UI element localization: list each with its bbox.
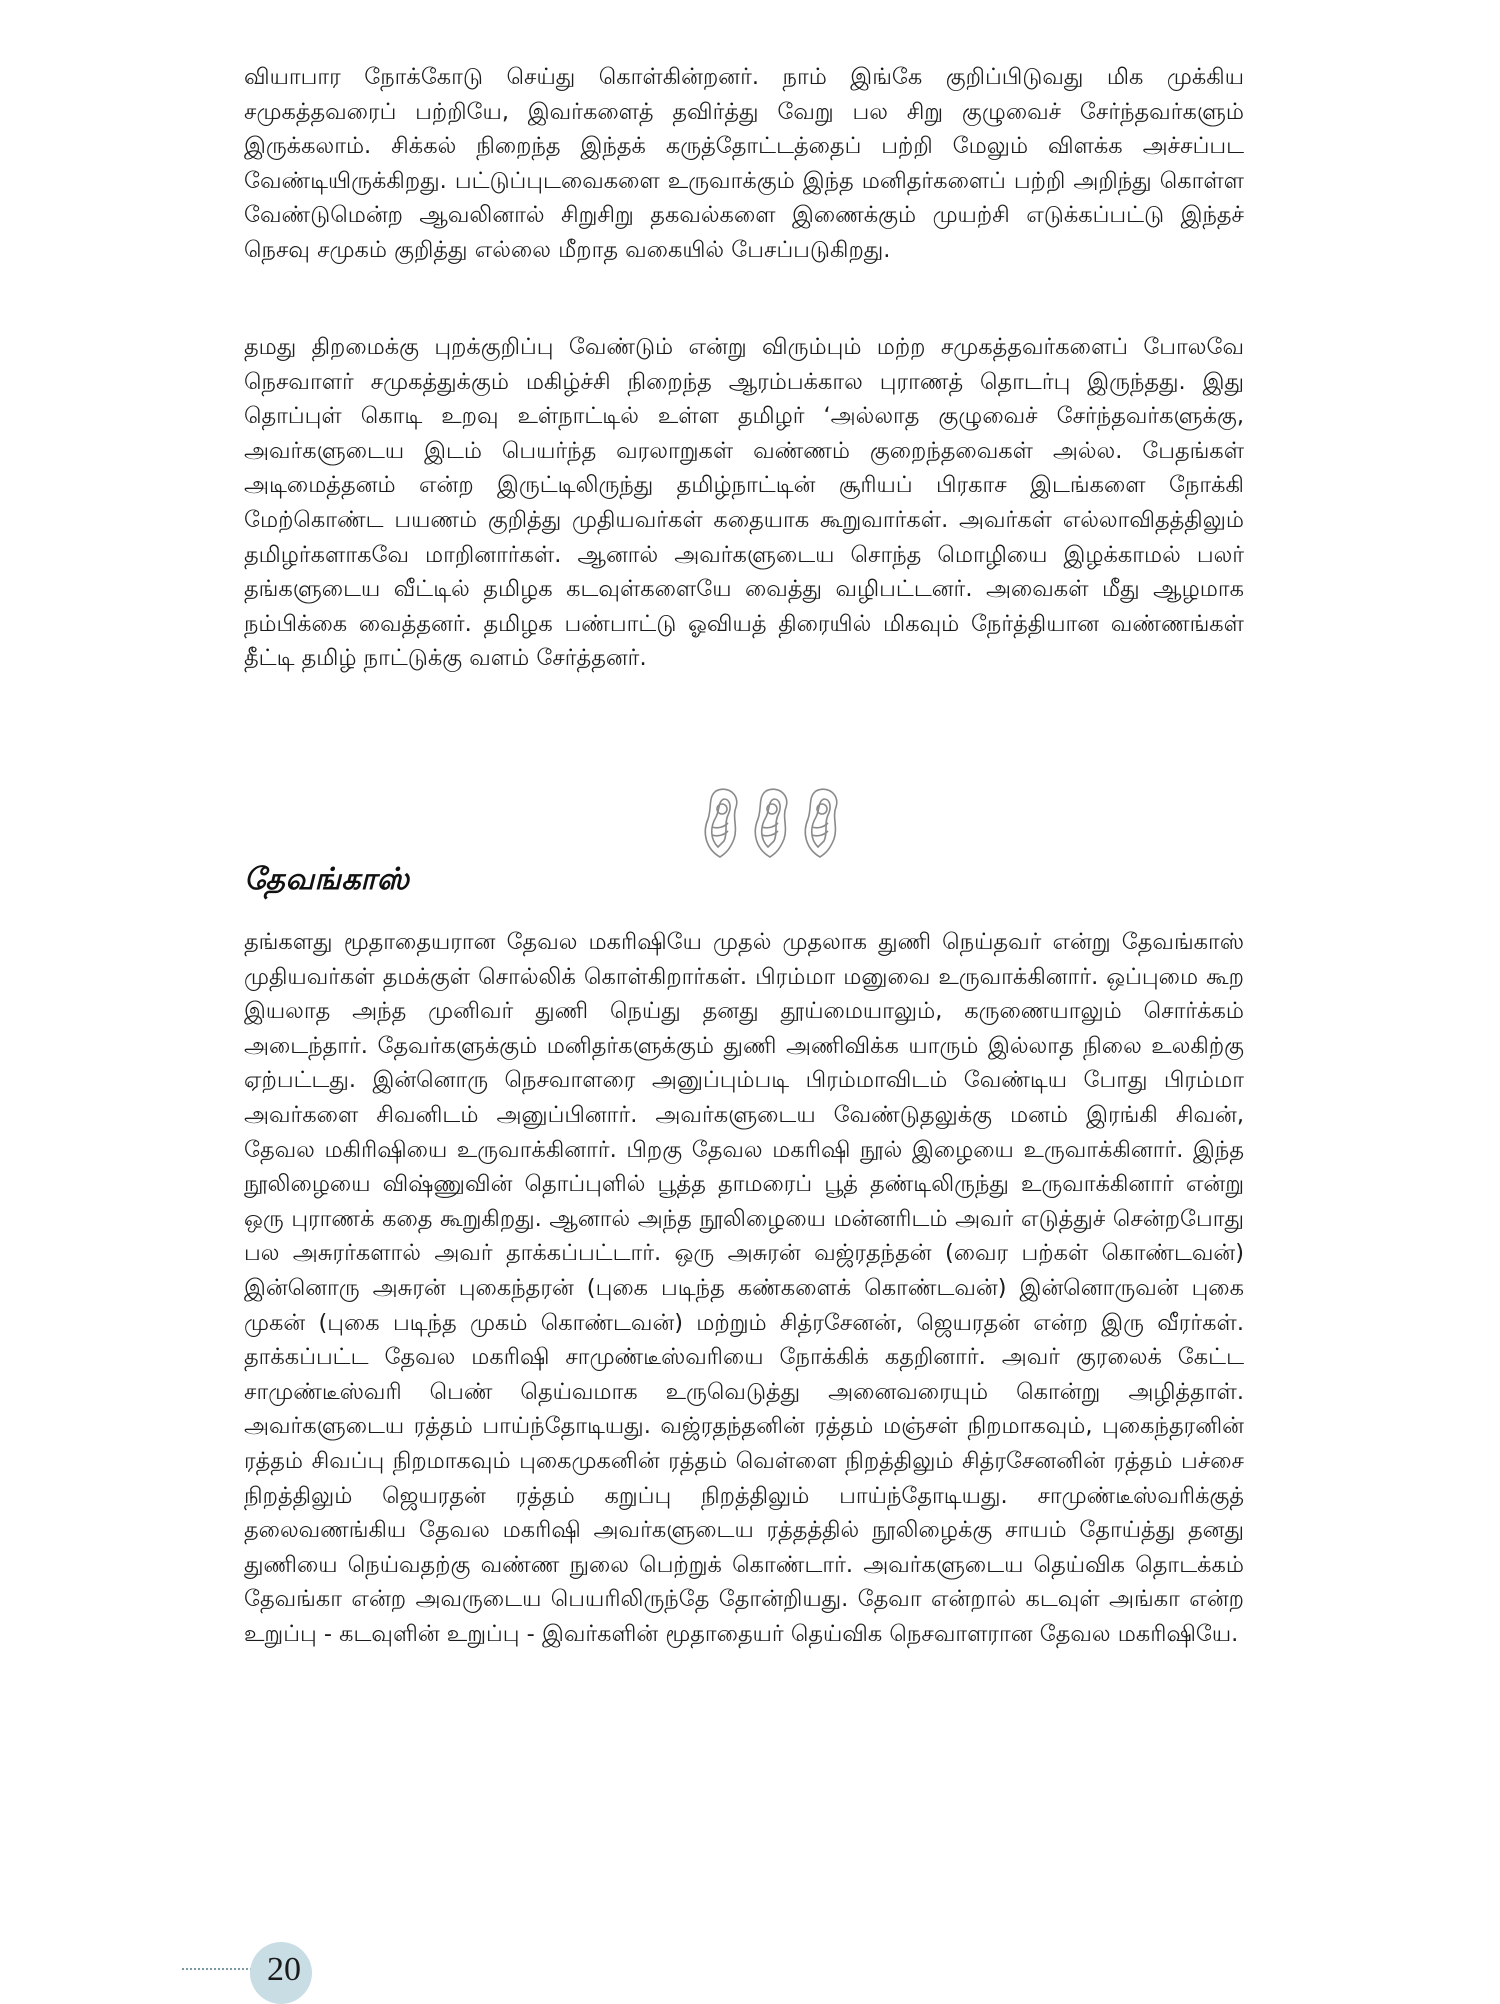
- body-paragraph: தங்களது மூதாதையரான தேவல மகரிஷியே முதல் முதலாக துணி நெய்தவர் என்று தேவங்காஸ் முதியவர்கள் தமக்குள் சொல்லிக் கொள்கிறார்கள். பிரம்மா மனுவை உருவாக்கினார். ஒப்புமை கூற இயலாத அந்த முனிவர் துணி நெய்து தனது தூய்மையாலும், கருணையாலும் சொர்க்கம் அடைந்தார். தேவர்களுக்கும் மனிதர்களுக்கும் துணி அணிவிக்க யாரும் இல்லாத நிலை உலகிற்கு ஏற்பட்டது. இன்னொரு நெசவாளரை அனுப்பும்படி பிரம்மாவிடம் வேண்டிய போது பிரம்மா அவர்களை சிவனிடம் அனுப்பினார். அவர்களுடைய வேண்டுதலுக்கு மனம் இரங்கி சிவன், தேவல மகிரிஷியை உருவாக்கினார். பிறகு தேவல மகரிஷி நூல் இழையை உருவாக்கினார். இந்த நூலிழையை விஷ்ணுவின் தொப்புளில் பூத்த தாமரைப் பூத் தண்டிலிருந்து உருவாக்கினார் என்று ஒரு புராணக் கதை கூறுகிறது. ஆனால் அந்த நூலிழையை மன்னரிடம் அவர் எடுத்துச் சென்றபோது பல அசுரர்களால் அவர் தாக்கப்பட்டார். ஒரு அசுரன் வஜ்ரதந்தன் (வைர பற்கள் கொண்டவன்) இன்னொரு அசுரன் புகைந்தரன் (புகை படிந்த கண்களைக் கொண்டவன்) இன்னொருவன் புகை முகன் (புகை படிந்த முகம் கொண்டவன்) மற்றும் சித்ரசேனன், ஜெயரதன் என்ற இரு வீரர்கள். தாக்கப்பட்ட தேவல மகரிஷி சாமுண்டீஸ்வரியை நோக்கிக் கதறினார். அவர் குரலைக் கேட்ட சாமுண்டீஸ்வரி பெண் தெய்வமாக உருவெடுத்து அனைவரையும் கொன்று அழித்தாள். அவர்களுடைய ரத்தம் பாய்ந்தோடியது. வஜ்ரதந்தனின் ரத்தம் மஞ்சள் நிறமாகவும், புகைந்தரனின் ரத்தம் சிவப்பு நிறமாகவும் புகைமுகனின் ரத்தம் வெள்ளை நிறத்திலும் சித்ரசேனனின் ரத்தம் பச்சை நிறத்திலும் ஜெயரதன் ரத்தம் கறுப்பு நிறத்திலும் பாய்ந்தோடியது. சாமுண்டீஸ்வரிக்குத் தலைவணங்கிய தேவல மகரிஷி அவர்களுடைய ரத்தத்தில் நூலிழைக்கு சாயம் தோய்த்து தனது துணியை நெய்வதற்கு வண்ண நுலை பெற்றுக் கொண்டார். அவர்களுடைய தெய்விக தொடக்கம் தேவங்கா என்ற அவருடைய பெயரிலிருந்தே தோன்றியது. தேவா என்றால் கடவுள் அங்கா என்ற உறுப்பு - கடவுளின் உறுப்பு - இவர்களின் மூதாதையர் தெய்விக நெசவாளரான தேவல மகரிஷியே.: [244, 929, 1244, 1647]
- paisley-ornament-icon: [805, 789, 836, 857]
- page-number: 20: [267, 1951, 301, 1988]
- body-paragraph: தமது திறமைக்கு புறக்குறிப்பு வேண்டும் என்று விரும்பும் மற்ற சமுகத்தவர்களைப் போலவே நெசவாளர் சமுகத்துக்கும் மகிழ்ச்சி நிறைந்த ஆரம்பக்கால புராணத் தொடர்பு இருந்தது. இது தொப்புள் கொடி உறவு உள்நாட்டில் உள்ள தமிழர் ‘அல்லாத குழுவைச் சேர்ந்தவர்களுக்கு, அவர்களுடைய இடம் பெயர்ந்த வரலாறுகள் வண்ணம் குறைந்தவைகள் அல்ல. பேதங்கள் அடிமைத்தனம் என்ற இருட்டிலிருந்து தமிழ்நாட்டின் சூரியப் பிரகாச இடங்களை நோக்கி மேற்கொண்ட பயணம் குறித்து முதியவர்கள் கதையாக கூறுவார்கள். அவர்கள் எல்லாவிதத்திலும் தமிழர்களாகவே மாறினார்கள். ஆனால் அவர்களுடைய சொந்த மொழியை இழக்காமல் பலர் தங்களுடைய வீட்டில் தமிழக கடவுள்களையே வைத்து வழிபட்டனர். அவைகள் மீது ஆழமாக நம்பிக்கை வைத்தனர். தமிழக பண்பாட்டு ஓவியத் திரையில் மிகவும் நேர்த்தியான வண்ணங்கள் தீட்டி தமிழ் நாட்டுக்கு வளம் சேர்த்தனர்.: [244, 334, 1244, 672]
- paisley-ornament-icon: [755, 789, 786, 857]
- folio-divider: [182, 1968, 252, 1970]
- body-paragraph: வியாபார நோக்கோடு செய்து கொள்கின்றனர். நாம் இங்கே குறிப்பிடுவது மிக முக்கிய சமுகத்தவரைப் பற்றியே, இவர்களைத் தவிர்த்து வேறு பல சிறு குழுவைச் சேர்ந்தவர்களும் இருக்கலாம். சிக்கல் நிறைந்த இந்தக் கருத்தோட்டத்தைப் பற்றி மேலும் விளக்க அச்சப்பட வேண்டியிருக்கிறது. பட்டுப்புடவைகளை உருவாக்கும் இந்த மனிதர்களைப் பற்றி அறிந்து கொள்ள வேண்டுமென்ற ஆவலினால் சிறுசிறு தகவல்களை இணைக்கும் முயற்சி எடுக்கப்பட்டு இந்தச் நெசவு சமுகம் குறித்து எல்லை மீறாத வகையில் பேசப்படுகிறது.: [244, 64, 1244, 263]
- paisley-ornament-icon: [705, 789, 736, 857]
- paisley-ornament-icon: [690, 783, 850, 863]
- section-heading: தேவங்காஸ்: [244, 862, 410, 897]
